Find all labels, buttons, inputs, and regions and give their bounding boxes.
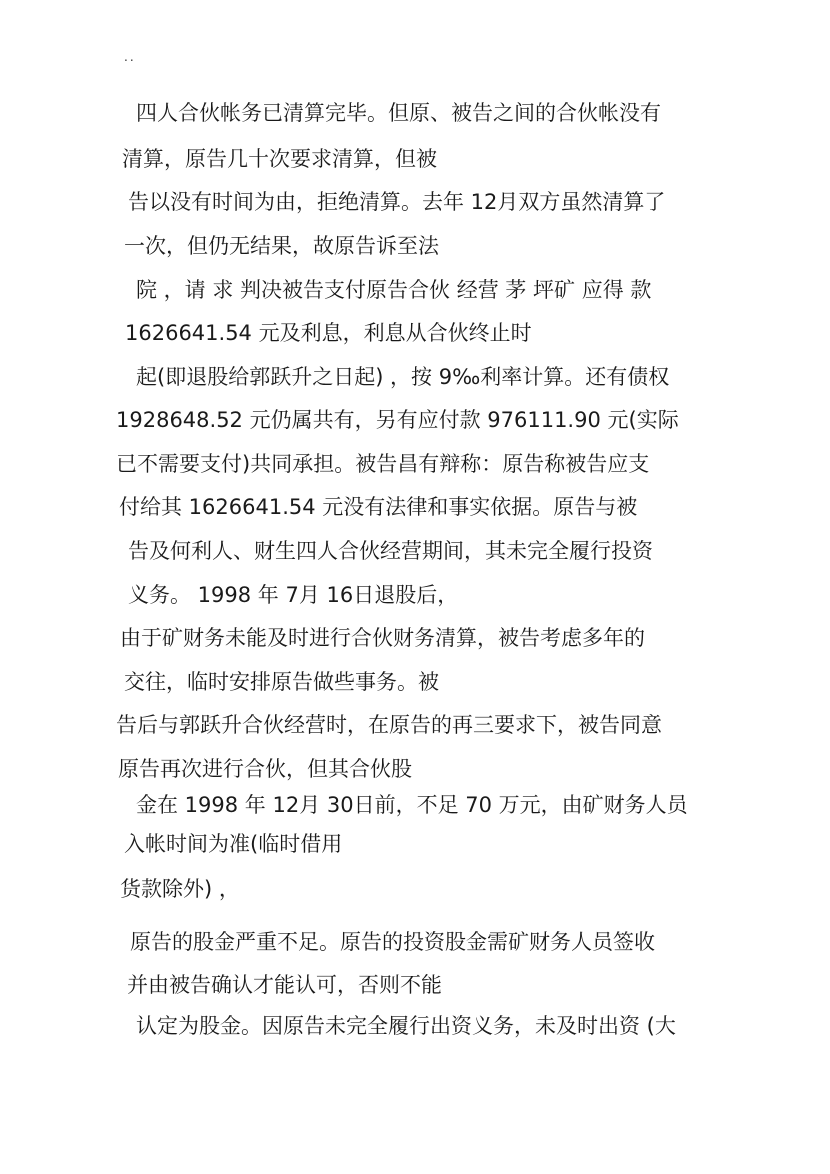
text-line-17: 金在 1998 年 12月 30日前，不足 70 万元，由矿财务人员	[136, 793, 688, 817]
header-marker: ..	[124, 50, 136, 64]
text-line-22: 认定为股金。因原告未完全履行出资义务，未及时出资 (大	[136, 1014, 676, 1038]
text-line-6: 1626641.54 元及利息，利息从合伙终止时	[125, 321, 532, 345]
text-line-16: 原告再次进行合伙，但其合伙股	[118, 757, 412, 781]
text-line-18: 入帐时间为准(临时借用	[124, 832, 343, 856]
text-line-19: 货款除外) ，	[120, 877, 240, 901]
text-line-13: 由于矿财务未能及时进行合伙财务清算，被告考虑多年的	[120, 626, 645, 650]
text-line-8: 1928648.52 元仍属共有，另有应付款 976111.90 元(实际	[116, 408, 679, 432]
text-line-21: 并由被告确认才能认可，否则不能	[127, 973, 442, 997]
text-line-11: 告及何利人、财生四人合伙经营期间，其未完全履行投资	[128, 539, 653, 563]
text-line-1: 四人合伙帐务已清算完毕。但原、被告之间的合伙帐没有	[136, 101, 661, 125]
text-line-14: 交往，临时安排原告做些事务。被	[124, 670, 439, 694]
text-line-4: 一次，但仍无结果，故原告诉至法	[124, 234, 439, 258]
text-line-7: 起(即退股给郭跃升之日起) ，按 9‰利率计算。还有债权	[136, 365, 670, 389]
text-line-20: 原告的股金严重不足。原告的投资股金需矿财务人员签收	[130, 930, 655, 954]
text-line-12: 义务。 1998 年 7月 16日退股后，	[128, 583, 459, 607]
text-line-2: 清算，原告几十次要求清算，但被	[122, 147, 437, 171]
text-line-5: 院 ，请 求 判决被告支付原告合伙 经营 茅 坪矿 应得 款	[136, 278, 652, 302]
text-line-9: 已不需要支付)共同承担。被告昌有辩称：原告称被告应支	[116, 452, 650, 476]
text-line-10: 付给其 1626641.54 元没有法律和事实依据。原告与被	[119, 495, 638, 519]
text-line-3: 告以没有时间为由，拒绝清算。去年 12月双方虽然清算了	[128, 190, 666, 214]
text-line-15: 告后与郭跃升合伙经营时，在原告的再三要求下，被告同意	[116, 713, 662, 737]
